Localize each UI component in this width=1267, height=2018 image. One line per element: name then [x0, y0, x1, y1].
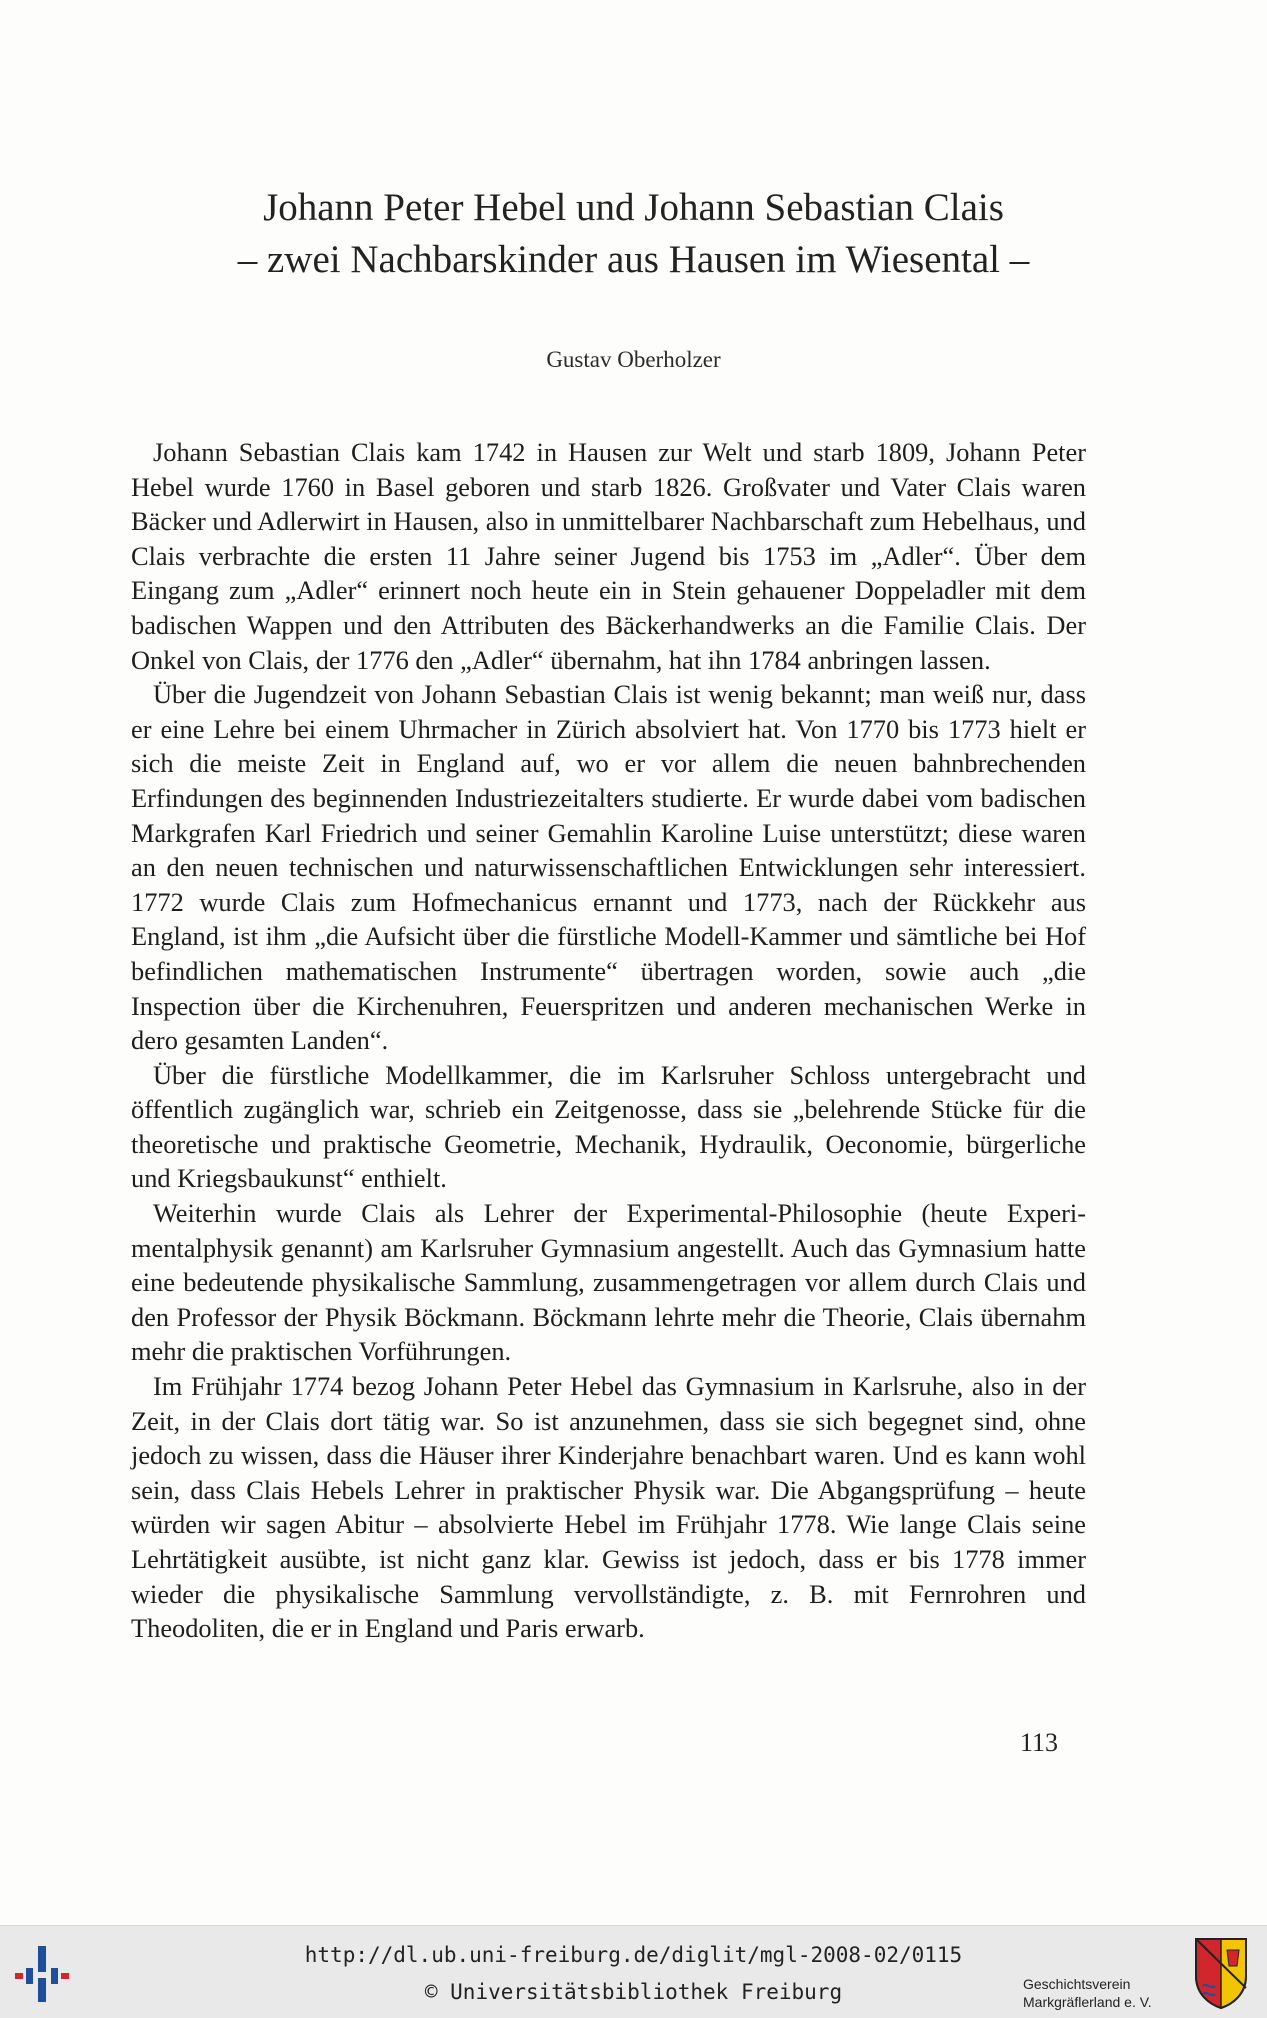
title-line-2: – zwei Nachbarskinder aus Hausen im Wiesental – [237, 238, 1030, 281]
paragraph: Johann Sebastian Clais kam 1742 in Hausen zur Welt und starb 1809, Johann Peter Hebel wurde 1760 in Basel geboren und starb 1826. Großvater und Vater Clais waren Bäcker und Adlerwirt in Hausen, also in unmittelbarer Nachbarschaft zum Hebelhaus, und Clais verbrachte die ersten 11 Jahre seiner Jugend bis 1753 im „Adler“. Über dem Eingang zum „Adler“ erinnert noch heute ein in Stein gehauener Doppeladler mit dem badischen Wappen und den Attributen des Bäckerhandwerks an die Familie Clais. Der Onkel von Clais, der 1776 den „Adler“ übernahm, hat ihn 1784 anbringen lassen. [131, 437, 1086, 675]
title-line-1: Johann Peter Hebel und Johann Sebastian Clais [263, 186, 1004, 229]
society-line-1: Geschichtsverein [1023, 1976, 1131, 1992]
author-name: Gustav Oberholzer [546, 347, 721, 372]
paragraph: Im Frühjahr 1774 bezog Johann Peter Hebel das Gymnasium in Karlsruhe, also in der Zeit, in der Clais dort tätig war. So ist anzunehmen, dass sie sich begegnet sind, ohne jedoch zu wissen, dass die Häuser ihrer Kinderjahre benachbart waren. Und es kann wohl sein, dass Clais Hebels Lehrer in praktischer Physik war. Die Abgangsprüfung – heute würden wir sagen Abitur – absolvierte Hebel im Frühjahr 1778. Wie lange Clais seine Lehrtätigkeit ausübte, ist nicht ganz klar. Gewiss ist jedoch, dass er bis 1778 immer wieder die physikalische Sammlung vervollständigte, z. B. mit Fernrohren und Theodoliten, die er in England und Paris erwarb. [131, 1371, 1086, 1644]
society-name [1023, 1975, 1152, 2011]
paragraph: Weiterhin wurde Clais als Lehrer der Experimental-Philosophie (heute Experimentalphysik genannt) am Karlsruher Gymnasium angestellt. Auch das Gymnasium hatte eine bedeutende physikalische Sammlung, zusammengetragen vor allem durch Clais und den Professor der Physik Böckmann. Böckmann lehrte mehr die Theorie, Clais übernahm mehr die praktischen Vorführungen. [131, 1198, 1086, 1367]
article-body [131, 435, 1086, 1646]
article-title [0, 182, 1267, 286]
footer-copyright: © Universitätsbibliothek Freiburg [424, 1980, 843, 2004]
society-crest-icon [1193, 1936, 1249, 2010]
paragraph: Über die fürstliche Modellkammer, die im Karlsruher Schloss untergebracht und öffentlich zugänglich war, schrieb ein Zeitgenosse, dass sie „belehrende Stücke für die theoretische und praktische Geometrie, Mechanik, Hydraulik, Oeconomie, bürgerliche und Kriegsbaukunst“ enthielt. [131, 1059, 1086, 1194]
footer-bar [0, 1925, 1267, 2018]
society-line-2: Markgräflerland e. V. [1023, 1994, 1152, 2010]
footer-url-link[interactable]: http://dl.ub.uni-freiburg.de/diglit/mgl-2008-02/0115 [304, 1943, 963, 1967]
paragraph: Über die Jugendzeit von Johann Sebastian Clais ist wenig bekannt; man weiß nur, dass er eine Lehre bei einem Uhrmacher in Zürich absolviert hat. Von 1770 bis 1773 hielt er sich die meiste Zeit in England auf, wo er vor allem die neuen bahnbrechenden Erfindungen des beginnenden Industriezeitalters studierte. Er wurde dabei vom badischen Markgrafen Karl Friedrich und seiner Gemahlin Karoline Luise unterstützt; diese waren an den neuen technischen und naturwissenschaftlichen Entwicklungen sehr interessiert. 1772 wurde Clais zum Hofmechanicus ernannt und 1773, nach der Rückkehr aus England, ist ihm „die Aufsicht über die fürstliche Modell-Kammer und sämtliche bei Hof befindlichen mathematischen Instrumente“ übertragen worden, sowie auch „die Inspection über die Kirchenuhren, Feuerspritzen und anderen mechanischen Werke in dero gesamten Landen“. [131, 679, 1086, 1056]
page-number: 113 [1020, 1728, 1059, 1757]
